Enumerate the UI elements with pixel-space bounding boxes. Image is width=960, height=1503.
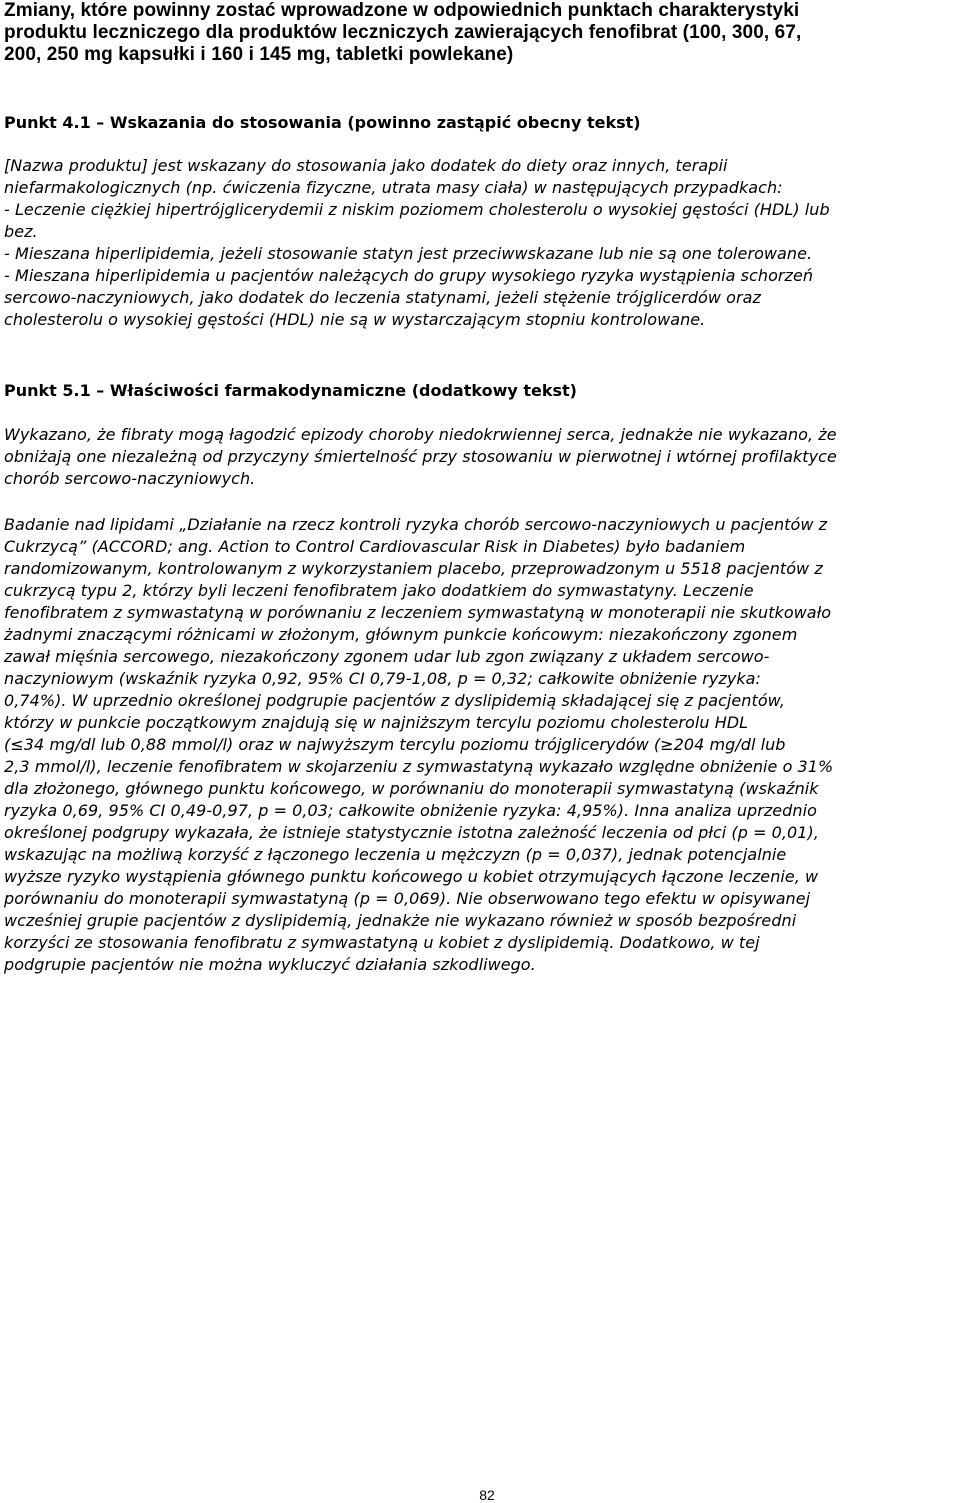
indications-paragraph: [4, 155, 956, 331]
text-line: dla złożonego, głównego punktu końcowego, w porównaniu do monoterapii symwastatyną (wskaźnik: [4, 779, 819, 798]
text-line: korzyści ze stosowania fenofibratu z symwastatyną u kobiet z dyslipidemią. Dodatkowo, w tej: [4, 933, 760, 952]
text-line: podgrupie pacjentów nie można wykluczyć działania szkodliwego.: [4, 955, 536, 974]
text-line: wyższe ryzyko wystąpienia głównego punktu końcowego u kobiet otrzymujących łączone leczenie, w: [4, 867, 819, 886]
section-heading-4-1: Punkt 4.1 – Wskazania do stosowania (powinno zastąpić obecny tekst): [4, 113, 641, 132]
title-line: 200, 250 mg kapsułki i 160 i 145 mg, tabletki powlekane): [4, 44, 514, 65]
title-line: Zmiany, które powinny zostać wprowadzone w odpowiednich punktach charakterystyki: [4, 0, 800, 21]
text-line: cholesterolu o wysokiej gęstości (HDL) nie są w wystarczającym stopniu kontrolowane.: [4, 310, 706, 329]
text-line: randomizowanym, kontrolowanym z wykorzystaniem placebo, przeprowadzonym u 5518 pacjentów z: [4, 559, 823, 578]
text-line: Cukrzycą” (ACCORD; ang. Action to Control Cardiovascular Risk in Diabetes) było badaniem: [4, 537, 746, 556]
section-heading-5-1: Punkt 5.1 – Właściwości farmakodynamiczne (dodatkowy tekst): [4, 381, 577, 400]
text-line: [Nazwa produktu] jest wskazany do stosowania jako dodatek do diety oraz innych, terapii: [4, 156, 728, 175]
title-line: produktu leczniczego dla produktów leczniczych zawierających fenofibrat (100, 300, 67,: [4, 22, 802, 43]
text-line: - Mieszana hiperlipidemia u pacjentów należących do grupy wysokiego ryzyka wystąpienia schorzeń: [4, 266, 814, 285]
text-line: - Mieszana hiperlipidemia, jeżeli stosowanie statyn jest przeciwwskazane lub nie są one tolerowane.: [4, 244, 813, 263]
text-line: - Leczenie ciężkiej hipertrójglicerydemii z niskim poziomem cholesterolu o wysokiej gęstości (HDL) lub: [4, 200, 830, 219]
document-page: [4, 0, 956, 1503]
text-line: cukrzycą typu 2, którzy byli leczeni fenofibratem jako dodatkiem do symwastatyny. Leczenie: [4, 581, 754, 600]
text-line: Badanie nad lipidami „Działanie na rzecz kontroli ryzyka chorób sercowo-naczyniowych u pacjentów z: [4, 515, 828, 534]
text-line: żadnymi znaczącymi różnicami w złożonym, głównym punkcie końcowym: niezakończony zgonem: [4, 625, 798, 644]
text-line: 2,3 mmol/l), leczenie fenofibratem w skojarzeniu z symwastatyną wykazało względne obniżenie o 31%: [4, 757, 834, 776]
document-title: [4, 0, 956, 66]
text-line: bez.: [4, 222, 38, 241]
text-line: obniżają one niezależną od przyczyny śmiertelność przy stosowaniu w pierwotnej i wtórnej profilaktyce: [4, 447, 837, 466]
text-line: 0,74%). W uprzednio określonej podgrupie pacjentów z dyslipidemią składającej się z pacjentów,: [4, 691, 785, 710]
text-line: sercowo-naczyniowych, jako dodatek do leczenia statynami, jeżeli stężenie trójglicerdów oraz: [4, 288, 761, 307]
text-line: zawał mięśnia sercowego, niezakończony zgonem udar lub zgon związany z układem sercowo-: [4, 647, 770, 666]
text-line: porównaniu do monoterapii symwastatyną (p = 0,069). Nie obserwowano tego efektu w opisywanej: [4, 889, 811, 908]
text-line: określonej podgrupy wykazała, że istnieje statystycznie istotna zależność leczenia od płci (p = 0,01),: [4, 823, 819, 842]
text-line: fenofibratem z symwastatyną w porównaniu z leczeniem symwastatyną w monoterapii nie skutkowało: [4, 603, 832, 622]
text-line: chorób sercowo-naczyniowych.: [4, 469, 256, 488]
fibrates-paragraph: [4, 424, 956, 490]
accord-study-paragraph: [4, 514, 956, 976]
page-number: 82: [479, 1487, 495, 1503]
text-line: ryzyka 0,69, 95% CI 0,49-0,97, p = 0,03; całkowite obniżenie ryzyka: 4,95%). Inna analiza uprzednio: [4, 801, 817, 820]
text-line: naczyniowym (wskaźnik ryzyka 0,92, 95% CI 0,79-1,08, p = 0,32; całkowite obniżenie ryzyka:: [4, 669, 761, 688]
text-line: Wykazano, że fibraty mogą łagodzić epizody choroby niedokrwiennej serca, jednakże nie wykazano, że: [4, 425, 837, 444]
text-line: którzy w punkcie początkowym znajdują się w najniższym tercylu poziomu cholesterolu HDL: [4, 713, 749, 732]
text-line: (≤34 mg/dl lub 0,88 mmol/l) oraz w najwyższym tercylu poziomu trójglicerydów (≥204 mg/dl lub: [4, 735, 786, 754]
text-line: wskazując na możliwą korzyść z łączonego leczenia u mężczyzn (p = 0,037), jednak potencjalnie: [4, 845, 787, 864]
text-line: wcześniej grupie pacjentów z dyslipidemią, jednakże nie wykazano również w sposób bezpośredni: [4, 911, 797, 930]
text-line: niefarmakologicznych (np. ćwiczenia fizyczne, utrata masy ciała) w następujących przypadkach:: [4, 178, 783, 197]
